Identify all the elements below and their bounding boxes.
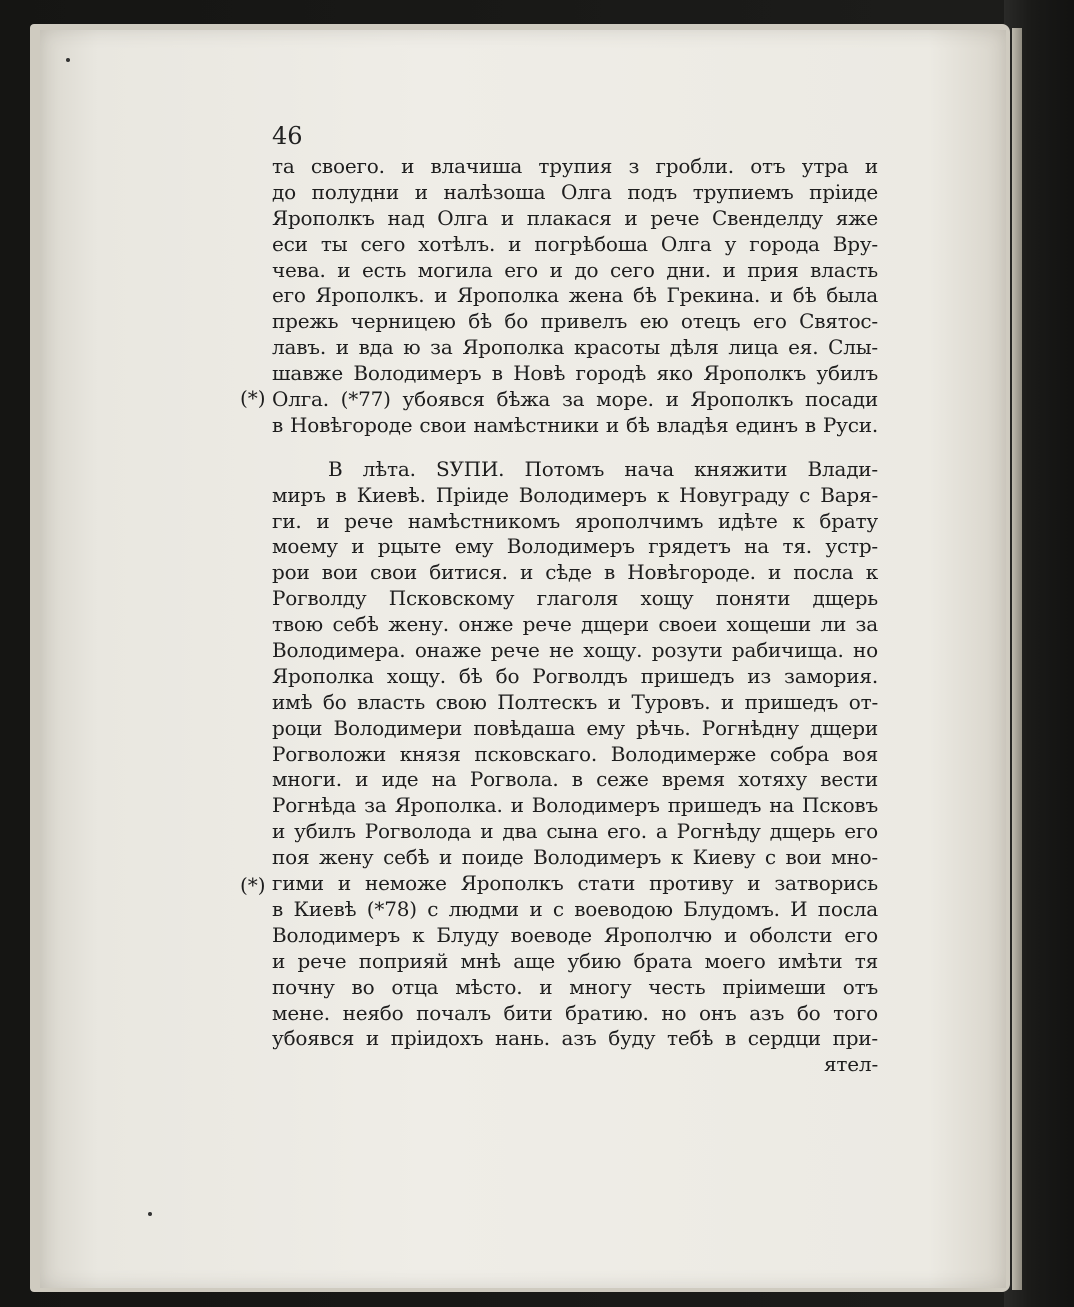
- text-line: имѣ бо власть свою Полтескъ и Туровъ. и пришедъ от-: [272, 689, 878, 714]
- text-line: Володимеръ к Блуду воеводе Ярополчю и оболсти его: [272, 922, 878, 947]
- text-line: роци Володимери повѣдаша ему рѣчь. Рогнѣдну дщери: [272, 715, 878, 740]
- text-line: в Новѣгороде свои намѣстники и бѣ владѣя единъ в Руси.: [272, 412, 878, 437]
- text-line: и рече поприяй мнѣ аще убию брата моего имѣти тя: [272, 948, 878, 973]
- adjacent-page-edge: [1012, 28, 1022, 1290]
- text-line: его Ярополкъ. и Ярополка жена бѣ Грекина. и бѣ была: [272, 283, 878, 308]
- text-line: лавъ. и вда ю за Ярополка красоты дѣля лица ея. Слы-: [272, 335, 878, 360]
- text-line: Рогволожи князя псковскаго. Володимерже собра воя: [272, 741, 878, 766]
- text-line: твою себѣ жену. онже рече дщери своеи хощеши ли за: [272, 612, 878, 637]
- margin-note-77: (*): [240, 386, 266, 410]
- text-line: Рогволду Псковскому глаголя хощу поняти дщерь: [272, 586, 878, 611]
- text-line: чева. и есть могила его и до сего дни. и прия власть: [272, 257, 878, 282]
- catchword: ятел-: [824, 1052, 878, 1077]
- ink-speck: [66, 58, 70, 62]
- margin-note-78: (*): [240, 873, 266, 897]
- text-line: В лѣта. ЅУПИ. Потомъ нача княжити Влади-: [328, 456, 878, 481]
- text-line: Ярополкъ над Олга и плакася и рече Свенделду яже: [272, 205, 878, 230]
- text-line: многи. и иде на Рогвола. в сеже время хотяху вести: [272, 767, 878, 792]
- text-line: еси ты сего хотѣлъ. и погрѣбоша Олга у города Вру-: [272, 231, 878, 256]
- text-line: ги. и рече намѣстникомъ ярополчимъ идѣте к брату: [272, 508, 878, 533]
- text-line: миръ в Киевѣ. Прiиде Володимеръ к Новуграду с Варя-: [272, 482, 878, 507]
- text-line: та своего. и влачиша трупия з гробли. отъ утра и: [272, 154, 878, 178]
- text-line: шавже Володимеръ в Новѣ городѣ яко Ярополкъ убилъ: [272, 361, 878, 386]
- text-line: рои вои свои битися. и сѣде в Новѣгороде. и посла к: [272, 560, 878, 585]
- text-line: гими и неможе Ярополкъ стати противу и затворись: [272, 871, 878, 896]
- text-line: в Киевѣ (*78) с людми и с воеводою Блудомъ. И посла: [272, 896, 878, 921]
- text-line: Володимера. онаже рече не хощу. розути рабичища. но: [272, 638, 878, 663]
- text-line: убоявся и прiидохъ нань. азъ буду тебѣ в сердци при-: [272, 1026, 878, 1051]
- text-line: моему и рцыте ему Володимеръ грядетъ на тя. устр-: [272, 534, 878, 559]
- ink-speck: [148, 1212, 152, 1216]
- text-line: поя жену себѣ и поиде Володимеръ к Киеву с вои мно-: [272, 845, 878, 870]
- text-line: Олга. (*77) убоявся бѣжа за море. и Ярополкъ посади: [272, 387, 878, 412]
- text-line: Рогнѣда за Ярополка. и Володимеръ пришедъ на Псковъ: [272, 793, 878, 818]
- text-line: прежь черницею бѣ бо привелъ ею отецъ его Святос-: [272, 309, 878, 334]
- body-text: [272, 154, 878, 1078]
- text-line: Ярополка хощу. бѣ бо Рогволдъ пришедъ из замория.: [272, 663, 878, 688]
- text-line: мене. неябо почалъ бити братию. но онъ азъ бо того: [272, 1000, 878, 1025]
- page-number: 46: [272, 122, 303, 150]
- text-line: почну во отца мѣсто. и многу честь прiимеши отъ: [272, 974, 878, 999]
- text-line: до полудни и налѣзоша Олга подъ трупиемъ прiиде: [272, 179, 878, 204]
- text-line: и убилъ Рогволода и два сына его. а Рогнѣду дщерь его: [272, 819, 878, 844]
